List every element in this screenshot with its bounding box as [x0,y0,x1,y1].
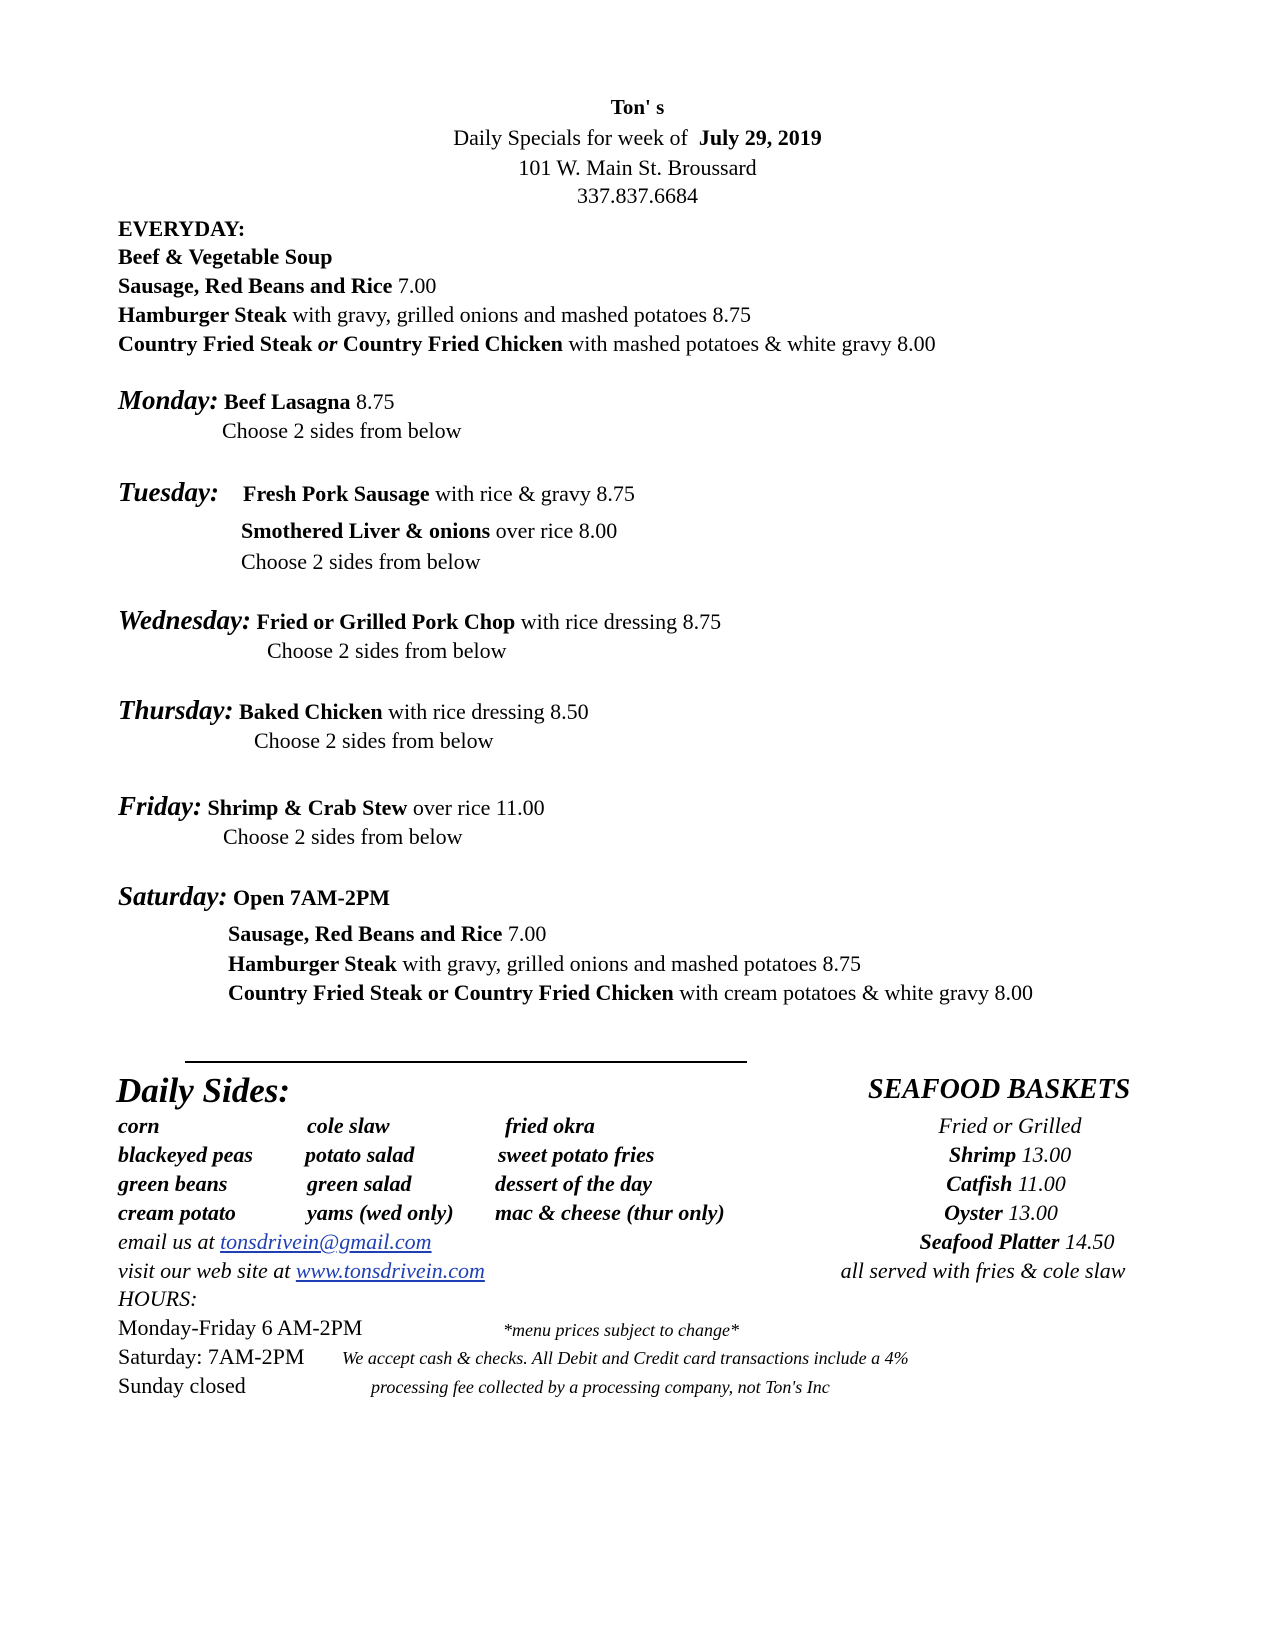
item-desc: with gravy, grilled onions and mashed potatoes 8.75 [286,302,752,327]
item-name: Beef & Vegetable Soup [118,244,333,269]
week-prefix: Daily Specials for week of [453,125,688,150]
item-desc: with rice dressing 8.50 [382,699,589,724]
item-desc: 8.75 [350,389,395,414]
everyday-item [118,331,936,357]
email-line [118,1229,432,1255]
email-prefix: email us at [118,1229,221,1254]
item-name: Sausage, Red Beans and Rice [118,273,393,298]
day-label: Saturday: [118,881,228,911]
seafood-price: 11.00 [1012,1171,1066,1196]
everyday-item [118,273,436,299]
side-item: green salad [307,1171,412,1196]
day-label: Monday: [118,385,219,415]
item-name: Hamburger Steak [228,951,397,976]
side-item: cream potato [118,1200,236,1225]
item-desc: with rice dressing 8.75 [515,609,722,634]
hours-saturday: Saturday: 7AM-2PM [118,1344,305,1369]
item-desc: over rice 11.00 [407,795,545,820]
day-label: Friday: [118,791,202,821]
item-name: Sausage, Red Beans and Rice [228,921,503,946]
web-prefix: visit our web site at [118,1258,296,1283]
item-name: Fresh Pork Sausage [243,481,430,506]
item-or: or [317,331,338,356]
price-notice: *menu prices subject to change* [503,1320,739,1340]
side-item: mac & cheese (thur only) [495,1200,725,1225]
saturday-item [228,921,546,947]
item-name: Country Fried Chicken [342,331,563,356]
seafood-item [949,1142,1071,1168]
item-name: Country Fried Steak [118,331,313,356]
item-name: Country Fried Steak or Country Fried Chicken [228,980,674,1005]
item-name: Hamburger Steak [118,302,287,327]
week-date: July 29, 2019 [698,125,822,150]
seafood-heading: SEAFOOD BASKETS [868,1074,1131,1105]
restaurant-name: Ton' s [610,95,665,119]
saturday-line [118,883,390,911]
day-label: Thursday: [118,695,234,725]
seafood-sub: Fried or Grilled [938,1113,1082,1138]
item-name: Smothered Liver & onions [241,518,491,543]
item-desc: with gravy, grilled onions and mashed potatoes 8.75 [396,951,862,976]
website-line [118,1258,485,1284]
seafood-item [920,1229,1115,1255]
everyday-heading: EVERYDAY: [118,216,246,241]
tuesday-line [118,479,219,507]
seafood-item [946,1171,1065,1197]
item-name: Fried or Grilled Pork Chop [256,609,516,634]
seafood-name: Oyster [944,1200,1003,1225]
side-item: yams (wed only) [307,1200,454,1225]
sides-heading: Daily Sides: [116,1071,291,1110]
seafood-name: Catfish [946,1171,1013,1196]
side-item: corn [118,1113,160,1138]
item-desc: with cream potatoes & white gravy 8.00 [673,980,1033,1005]
sides-note: Choose 2 sides from below [241,549,481,574]
tuesday-item [241,518,617,544]
sides-note: Choose 2 sides from below [222,418,462,443]
email-link[interactable]: tonsdrivein@gmail.com [220,1229,432,1254]
seafood-note: all served with fries & cole slaw [840,1258,1126,1283]
friday-line [118,793,545,821]
item-desc: with rice & gravy 8.75 [429,481,635,506]
day-label: Wednesday: [118,605,251,635]
side-item: green beans [118,1171,228,1196]
wednesday-line [118,607,721,635]
seafood-item [944,1200,1058,1226]
monday-line [118,387,395,415]
seafood-name: Shrimp [948,1142,1017,1167]
side-item: cole slaw [307,1113,390,1138]
everyday-item [118,244,333,270]
seafood-price: 13.00 [1016,1142,1072,1167]
item-desc: over rice 8.00 [490,518,618,543]
section-divider [185,1061,747,1063]
saturday-hours: Open 7AM-2PM [233,885,391,910]
item-name: Shrimp & Crab Stew [207,795,408,820]
item-desc: with mashed potatoes & white gravy 8.00 [562,331,936,356]
payment-notice-2: processing fee collected by a processing company, not Ton's Inc [371,1377,830,1397]
sides-note: Choose 2 sides from below [223,824,463,849]
week-line [0,125,1275,151]
seafood-price: 14.50 [1059,1229,1115,1254]
item-desc: 7.00 [392,273,437,298]
tuesday-item [243,481,635,507]
item-desc: 7.00 [502,921,547,946]
sides-note: Choose 2 sides from below [267,638,507,663]
thursday-line [118,697,589,725]
item-name: Baked Chicken [239,699,383,724]
saturday-item [228,980,1033,1006]
item-name: Beef Lasagna [224,389,351,414]
side-item: potato salad [305,1142,415,1167]
hours-sunday: Sunday closed [118,1373,246,1398]
side-item: fried okra [505,1113,595,1138]
hours-heading: HOURS: [118,1286,198,1311]
payment-notice-1: We accept cash & checks. All Debit and Credit card transactions include a 4% [342,1348,909,1368]
saturday-item [228,951,861,977]
address: 101 W. Main St. Broussard [518,155,757,180]
side-item: dessert of the day [495,1171,653,1196]
phone: 337.837.6684 [577,183,698,208]
hours-weekday: Monday-Friday 6 AM-2PM [118,1315,363,1340]
side-item: sweet potato fries [498,1142,655,1167]
website-link[interactable]: www.tonsdrivein.com [295,1258,485,1283]
seafood-price: 13.00 [1002,1200,1058,1225]
sides-note: Choose 2 sides from below [254,728,494,753]
seafood-name: Seafood Platter [919,1229,1060,1254]
day-label: Tuesday: [118,477,219,507]
side-item: blackeyed peas [118,1142,253,1167]
everyday-item [118,302,751,328]
